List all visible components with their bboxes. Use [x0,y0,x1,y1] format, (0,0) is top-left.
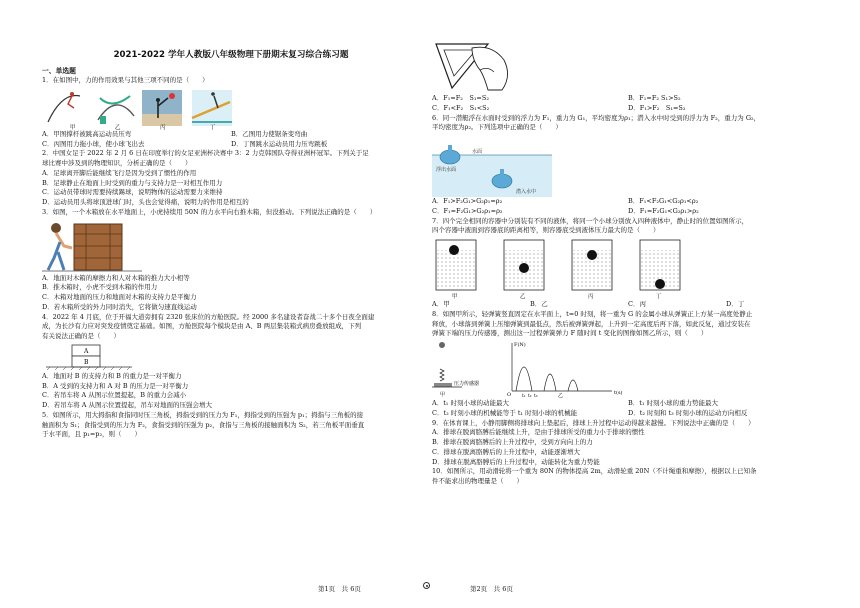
caption-bing: 丙 [160,124,166,130]
q10-stem-line1: 10．如图所示，用动滑轮将一个重为 80N 的物体提高 2m，动滑轮重 20N（不计绳重和摩擦），根据以上已知条 [432,467,757,476]
q4-stem-line1: 4．2022 年 4 月底，位于开福大道旁拥有 2320 张床位的方舱医院。经 2000 多名建设者奋战二十多个日夜全面建 [42,312,375,321]
q6-stem-line1: 6．同一潜艇浮在水面时受到的浮力为 F₁，重力为 G₁，平均密度为ρ₁；潜入水中时受到的浮力为 F₂，重力为 G₂， [432,113,761,122]
question-3 [42,208,420,313]
q9-option-c[interactable]: C．排球在脱离胳膊后的上升过程中，动能逐渐增大 [432,447,580,456]
container-ding [640,240,680,290]
right-column [432,40,824,487]
q7-figure [432,236,824,300]
container-bing [572,240,612,290]
q2-stem-line2: 球比赛中涉及到的物理知识，分析正确的是（ ） [42,159,192,168]
wooden-crate-icon [74,224,122,270]
q2-option-c[interactable]: C．运动员带球时需要持续踢球，说明物体的运动需要力来维持 [42,188,223,197]
q1-stem: 1．在如图中，力的作用效果与其他三项不同的是（ ） [42,76,209,85]
footer-page-right: 第2页 共 6页 [470,585,513,593]
q2-stem-line1: 2．中国女足于 2022 年 2 月 6 日在印度举行的女足亚洲杯决赛中 3：2 力克韩国队夺得亚洲杯冠军。下列关于足 [42,149,369,158]
q5-stem-line3: 于水平面，且 p₁=p₂，则（ ） [42,430,142,439]
q1-option-d[interactable]: D．丁图跳水运动员用力压弯跳板 [231,139,328,148]
q1-option-c[interactable]: C．丙图用力拖小球，使小球飞出去 [42,139,145,148]
q9-option-b[interactable]: B．排球在脱离胳膊后的上升过程中，受到方向向上的力 [432,438,593,446]
section-heading: 一、单选题 [42,67,76,75]
q7-options [432,300,824,310]
box-b-label: B [84,358,89,366]
caption-ding: 丁 [210,124,216,130]
page-title: 2021-2022 学年人教版八年级物理下册期末复习综合练习题 [113,50,349,60]
surface-caption: 浮出水面 [436,167,457,173]
q10-stem-line2: 件不能求出的物理量是（ ） [432,477,523,485]
q1-option-b[interactable]: B．乙图用力使锯条变弯曲 [231,129,308,138]
q7-option-c[interactable]: C．丙 [628,300,646,308]
q8-option-d[interactable]: D．t₂ 时刻和 t₃ 时刻小球的运动方向相反 [628,408,748,417]
q7-caption-ding: 丁 [656,294,662,300]
fig-yi-label: 乙 [558,393,564,399]
q5-stem-line1: 5．如图所示，用大拇指和食指同时压三角板，拇指受到的压力为 F₁，拇指受到的压强为 p₁；拇指与三角板的接 [42,410,364,419]
q2-option-d[interactable]: D．运动员用头将球顶进球门时，头也会觉得痛，说明力的作用是相互的 [42,198,249,207]
t1-label: t₁ [522,394,526,399]
question-8 [432,310,824,419]
container-yi [504,240,544,290]
q5-option-c[interactable]: C．F₁<F₂ S₁<S₂ [432,103,490,112]
caption-yi: 乙 [115,124,121,130]
q6-figure [432,133,824,197]
q6-illustration [432,133,572,197]
question-2 [42,149,420,208]
q1-options-row2 [42,140,420,150]
stacked-containers-icon [72,345,100,367]
q2-option-b[interactable]: B．足球静止在地面上时受到的重力与支持力是一对相互作用力 [42,178,223,187]
binding-hole-icon [423,582,430,589]
question-4 [42,313,420,411]
q7-stem-line2: 四个容器中液面到容器底的距离相等，则容器底受到液体压力最大的是（ ） [432,226,660,235]
q7-illustration [432,236,692,300]
q5-option-b[interactable]: B．F₁=F₂ S₁>S₂ [628,94,681,102]
question-9 [432,419,824,468]
question-1 [42,76,420,149]
q3-option-c[interactable]: C．木箱对地面的压力和地面对木箱的支持力是平衡力 [42,293,197,302]
spring-sensor-icon [432,342,479,398]
q6-option-a[interactable]: A．F₁>F₂G₁>G₂ρ₁=ρ₂ [432,197,503,205]
q8-stem-line1: 8．如图甲所示，轻弹簧竖直固定在水平面上，t=0 时刻，将一重为 G 的金属小球从弹簧正上方某一高度处静止 [432,309,753,318]
q8-options-row2 [432,409,824,419]
t2-label: t₂ [528,394,532,399]
q7-option-a[interactable]: A．甲 [432,300,450,308]
q3-stem: 3．如图，一个木箱放在水平地面上，小虎持续用 50N 的力水平向右推木箱，但没推动。下列说法正确的是（ ） [42,207,377,216]
q6-options-row2 [432,207,824,217]
boy-pushing-box-icon [48,223,72,270]
saw-blade-icon [98,96,134,124]
q6-option-c[interactable]: C．F₁=F₂G₁>G₂ρ₁=ρ₂ [432,206,503,215]
q7-caption-yi: 乙 [520,294,526,300]
q7-caption-bing: 丙 [588,294,594,300]
q4-option-c[interactable]: C．若吊车将 A 从图示位置提起，B 的重力会减小 [42,391,187,400]
q5-options-row2 [432,104,824,114]
q8-stem-line2: 释放，小球落到弹簧上压缩弹簧到最低点，然后被弹簧弹起，上升到一定高度后再下落，如此反复，通过安装在 [432,319,751,328]
q5-option-a[interactable]: A．F₁=F₂ S₁=S₂ [432,94,489,102]
pole-vault-icon [48,92,80,122]
q4-option-b[interactable]: B．A 受到的支持力和 A 对 B 的压力是一对平衡力 [42,381,189,390]
q8-options-row1 [432,399,824,409]
q4-stem-line3: 有关说法正确的是（ ） [42,332,120,341]
q7-option-b[interactable]: B．乙 [530,300,548,308]
question-6 [432,114,824,217]
q8-option-b[interactable]: B．t₁ 时刻小球的重力势能最大 [628,399,719,407]
q6-option-d[interactable]: D．F₁=F₂G₁<G₂ρ₁>ρ₂ [628,206,699,215]
q4-figure [42,342,420,372]
hand-pinching-icon [472,47,508,90]
footer-page-left: 第1页 共 6页 [318,585,361,593]
q1-options-row1 [42,130,420,140]
q9-option-d[interactable]: D．排球在脱离胳膊后的上升过程中，动能转化为重力势能 [432,457,600,466]
q7-option-d[interactable]: D．丁 [726,300,745,308]
q5-figure [432,40,824,94]
q1-option-a[interactable]: A．甲图撑杆被跳高运动员压弯 [42,129,132,138]
diving-board-icon [192,90,232,126]
submarine-surface-icon [440,145,460,164]
left-column [42,44,420,440]
q3-option-b[interactable]: B．推木箱时，小虎不受到木箱的作用力 [42,283,158,292]
submerged-caption: 潜入水中 [516,189,537,195]
container-jia [436,240,476,290]
axis-f-label: F(N) [514,342,526,348]
q8-option-a[interactable]: A．t₁ 时刻小球的动能最大 [432,399,509,407]
q4-illustration [42,342,142,372]
q8-option-c[interactable]: C．t₂ 时刻小球的机械能等于 t₁ 时刻小球的机械能 [432,408,578,417]
q6-stem-line2: 平均密度为ρ₂。下列选项中正确的是（ ） [432,123,562,132]
q7-stem-line1: 7．四个完全相同的容器中分别装有不同的液体，将同一个小球分别放入四种液体中，静止时的位置如图所示， [432,216,749,225]
q9-stem: 9．在体育课上，小静用脚侧将排球向上垫起后，排球上升过程中运动得越来越慢。下列说法中正确的是（ ） [432,418,755,427]
ball-throw-icon [142,90,182,126]
q4-stem-line2: 成，为长沙有力应对突发疫情奠定基础。如图，方舱医院每个模块是由 A、B 两层集装箱式病房叠放组成，下列 [42,322,362,331]
box-a-label: A [84,347,89,355]
t3-label: t₃ [534,394,538,399]
q3-figure [42,218,420,274]
q4-option-a[interactable]: A．地面对 B 的支持力和 B 的重力是一对平衡力 [42,371,182,380]
q6-options-row1 [432,197,824,207]
caption-jia: 甲 [70,124,76,130]
water-surface-label: 水面 [472,149,483,155]
q5-option-d[interactable]: D．F₁>F₂ S₁=S₂ [628,103,686,112]
q8-illustration [432,339,662,399]
q5-options-row1 [432,94,824,104]
force-time-graph [507,341,623,399]
q1-figure [42,86,420,130]
q3-option-d[interactable]: D．若木箱所受的外力同时消失，它将做匀速直线运动 [42,302,197,311]
q9-option-a[interactable]: A．排球在脱离胳膊后能继续上升，是由于排球所受的重力小于排球的惯性 [432,428,645,437]
question-10 [432,467,824,487]
sensor-label: 压力传感器 [454,381,480,387]
q5-stem-line2: 触面积为 S₁；食指受到的压力为 F₂，食指受到的压强为 p₂，食指与三角板的接触面积为 S₂，若三角板平面垂直 [42,420,365,429]
question-5 [42,411,420,440]
q4-option-d[interactable]: D．若吊车将 A 从图示位置提起，吊车对地面的压强会增大 [42,401,213,410]
q6-option-b[interactable]: B．F₁<F₂G₁<G₂ρ₁<ρ₂ [628,197,699,205]
q3-option-a[interactable]: A．地面对木箱的摩擦力和人对木箱的推力大小相等 [42,273,190,282]
fig-jia-label: 甲 [440,392,446,398]
q5-illustration [432,40,542,94]
q8-figure [432,339,824,399]
q3-illustration [42,218,162,274]
axis-t-label: t(s) [614,390,623,396]
q8-stem-line3: 弹簧下端的压力传感器，测出这一过程弹簧弹力 F 随时间 t 变化的图像如图乙所示，则（ ） [432,329,708,338]
origin-label: O [507,392,512,398]
q1-illustration [42,86,262,130]
q2-option-a[interactable]: A．足球离开脚后能继续飞行是因为受到了惯性的作用 [42,168,197,177]
q7-caption-jia: 甲 [452,294,458,300]
question-7 [432,217,824,310]
